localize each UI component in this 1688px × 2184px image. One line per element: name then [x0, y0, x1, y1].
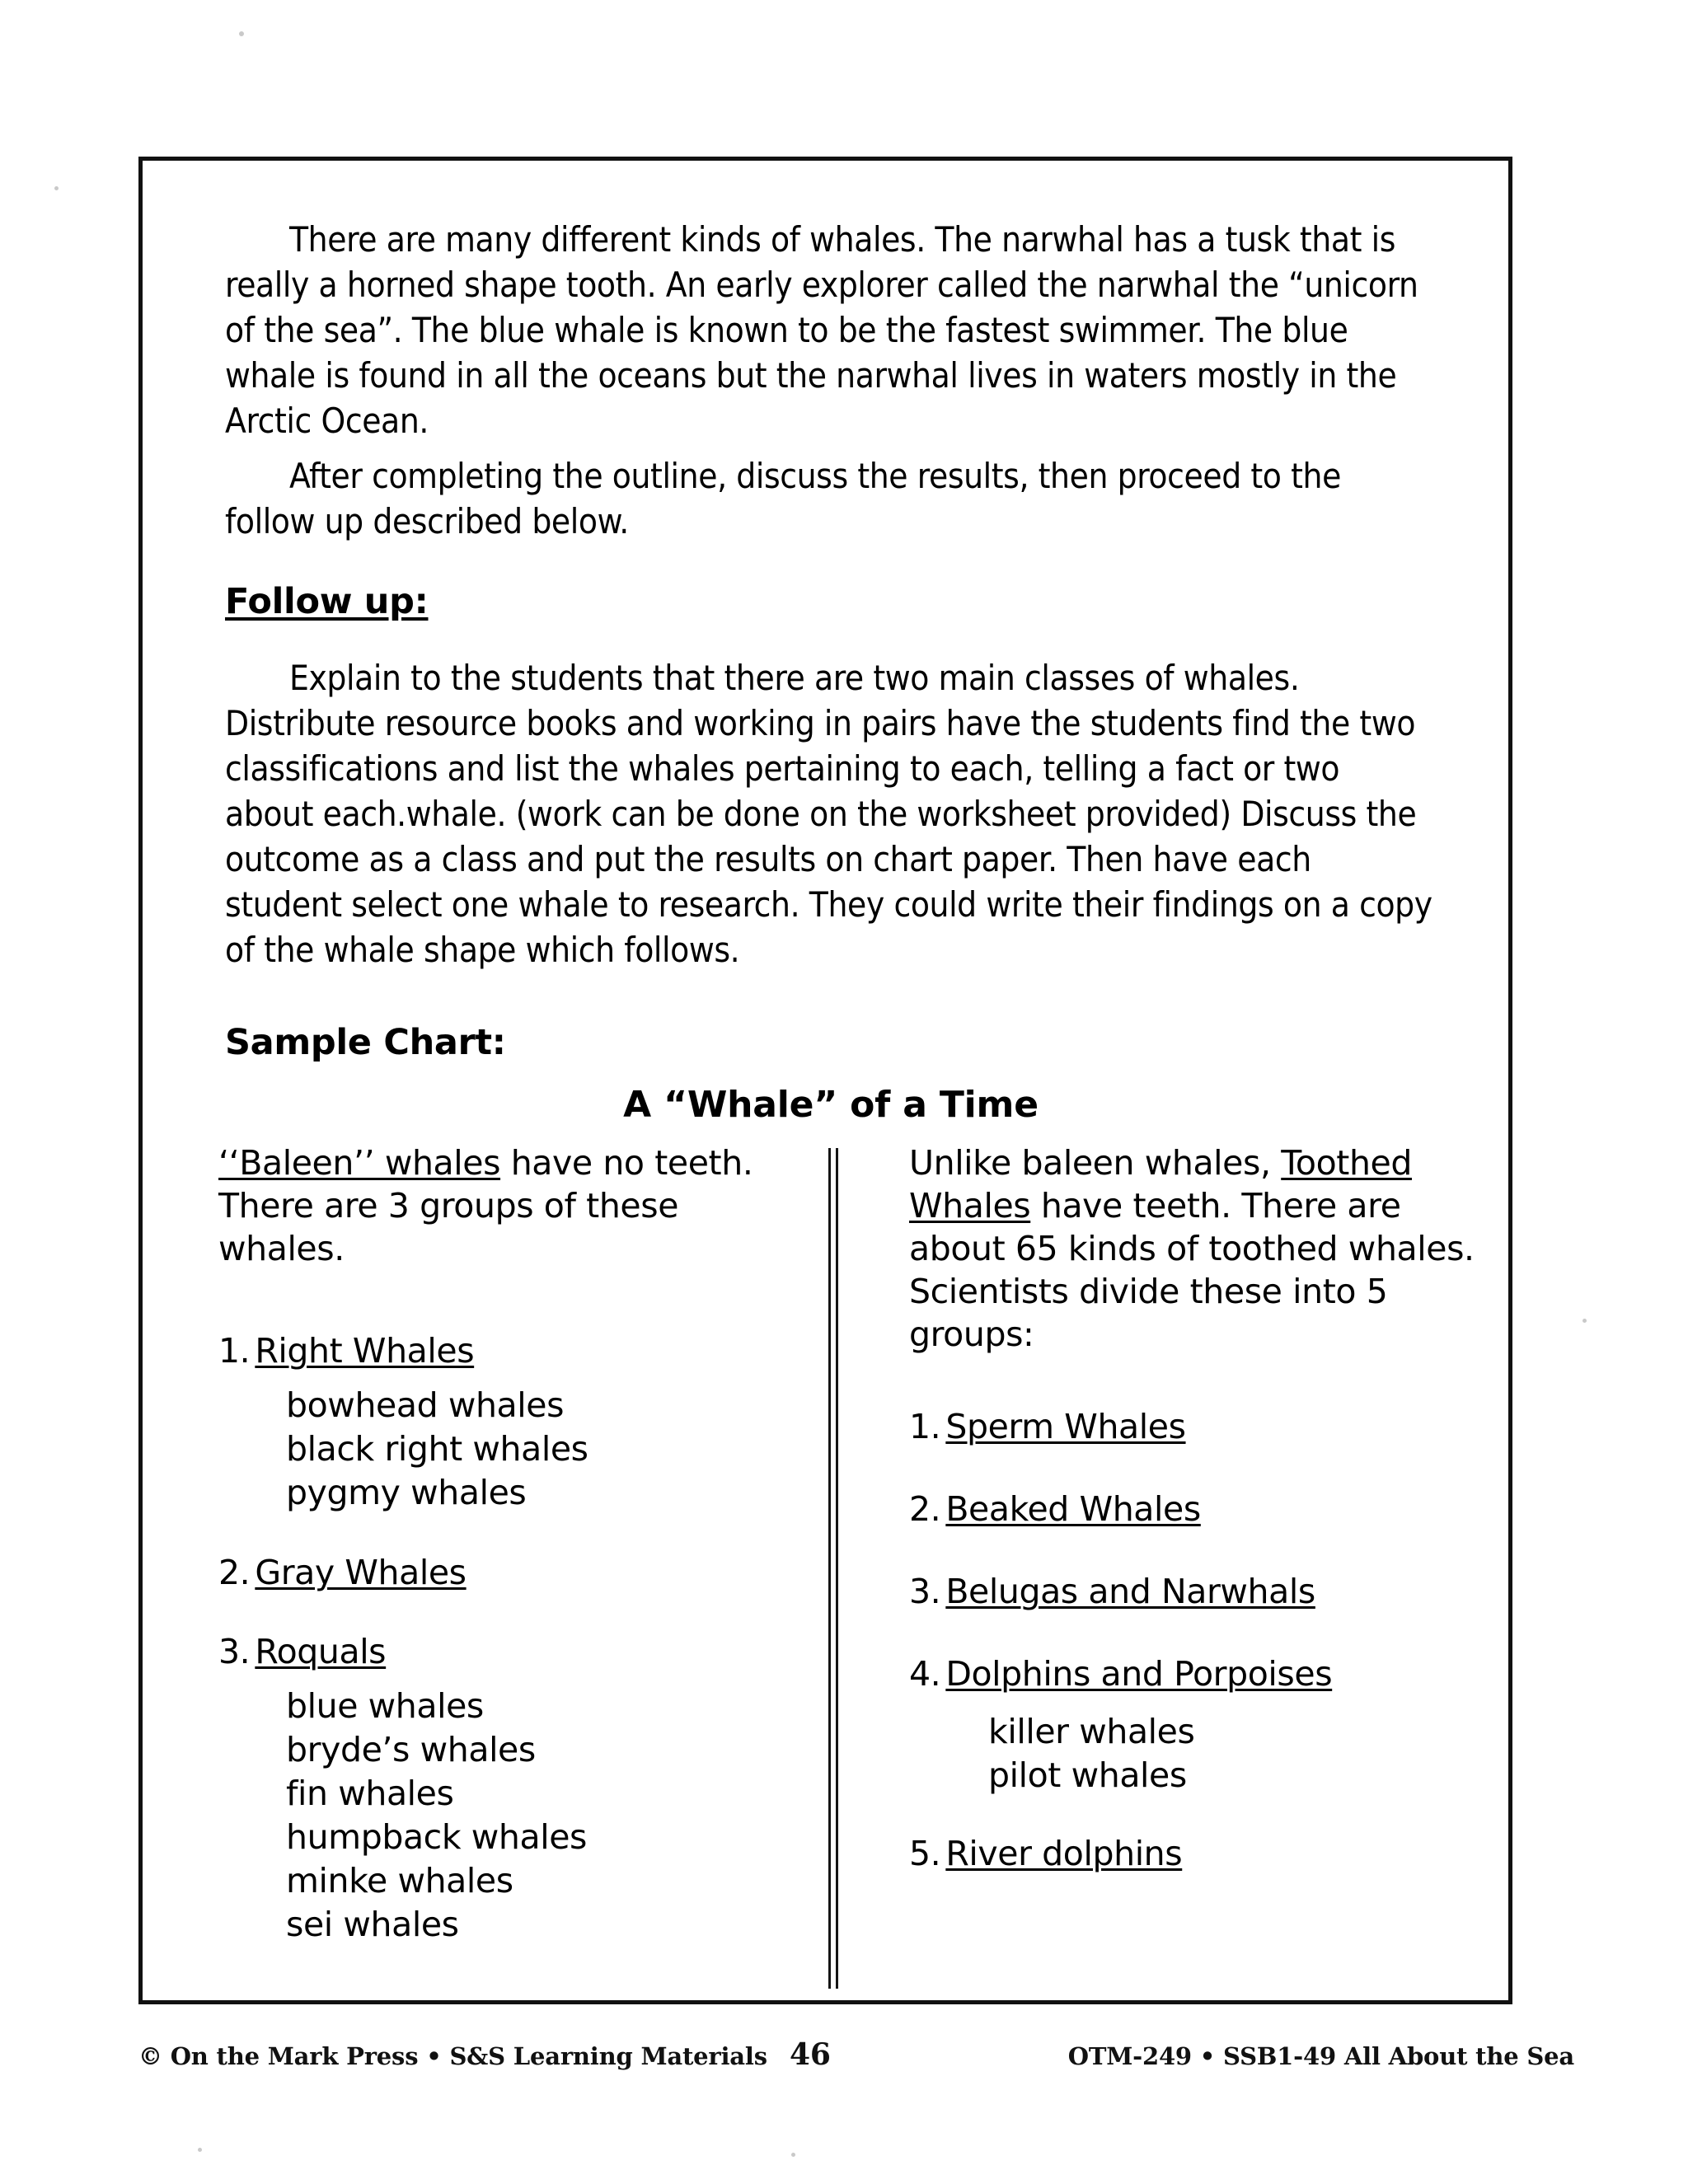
scan-speckle [198, 2148, 202, 2152]
list-item: humpback whales [286, 1817, 588, 1857]
list-item: sei whales [286, 1905, 459, 1944]
sample-chart [143, 1141, 1508, 1999]
column-divider [828, 1148, 838, 1989]
content-frame [138, 157, 1512, 2004]
toothed-group-1-number: 1. [909, 1407, 941, 1446]
toothed-whales-column [909, 1141, 1486, 1875]
toothed-group-5 [909, 1832, 1486, 1875]
toothed-group-3 [909, 1570, 1486, 1613]
baleen-whales-column [218, 1141, 812, 1947]
toothed-group-4-label: Dolphins and Porpoises [945, 1654, 1333, 1694]
follow-up-paragraph: Explain to the students that there are two main classes of whales. Distribute resource books and working in pairs have the students find the two classifications and list the whales pertaining to each, telling a fact or two about each.whale. (work can be done on the worksheet provided) Discuss the outcome as a class and put the results on chart paper. Then have each student select one whale to research. They could write their findings on a copy of the whale shape which follows. [225, 658, 1432, 970]
baleen-column-intro [218, 1141, 812, 1270]
list-item: pilot whales [988, 1755, 1187, 1795]
baleen-group-2-label: Gray Whales [255, 1553, 467, 1592]
baleen-group-1-label: Right Whales [255, 1331, 475, 1371]
toothed-group-4 [909, 1652, 1486, 1695]
scan-speckle [791, 2153, 795, 2157]
toothed-term: Toothed Whales [909, 1143, 1412, 1226]
follow-up-paragraph-block [225, 655, 1437, 972]
list-item: bryde’s whales [286, 1730, 536, 1769]
baleen-group-1-members [286, 1384, 812, 1515]
baleen-group-3 [218, 1630, 812, 1673]
scan-speckle [1582, 1319, 1587, 1323]
list-item: fin whales [286, 1774, 454, 1813]
baleen-group-3-number: 3. [218, 1632, 251, 1671]
list-item: blue whales [286, 1686, 484, 1726]
list-item: killer whales [988, 1712, 1195, 1751]
footer-publisher: © On the Mark Press • S&S Learning Materials [138, 2042, 767, 2070]
outline-paragraph: After completing the outline, discuss the results, then proceed to the follow up described below. [225, 456, 1341, 541]
toothed-intro-lead: Unlike baleen whales, [909, 1143, 1282, 1183]
list-item: minke whales [286, 1861, 513, 1900]
list-item: bowhead whales [286, 1385, 565, 1425]
list-item: pygmy whales [286, 1473, 527, 1512]
intro-paragraph-block [225, 217, 1437, 443]
toothed-group-5-label: River dolphins [945, 1834, 1183, 1873]
toothed-group-5-number: 5. [909, 1834, 941, 1873]
toothed-group-2-number: 2. [909, 1489, 941, 1529]
toothed-group-1-label: Sperm Whales [945, 1407, 1186, 1446]
toothed-group-3-label: Belugas and Narwhals [945, 1572, 1315, 1611]
scan-speckle [239, 31, 244, 36]
footer-product-code: OTM-249 • SSB1-49 All About the Sea [1067, 2042, 1574, 2070]
baleen-intro-rest: have no teeth. There are 3 groups of these whales. [218, 1143, 753, 1268]
toothed-group-4-number: 4. [909, 1654, 941, 1694]
sample-chart-heading: Sample Chart: [225, 1022, 506, 1063]
baleen-group-1 [218, 1329, 812, 1372]
toothed-group-2-label: Beaked Whales [945, 1489, 1201, 1529]
baleen-group-2-number: 2. [218, 1553, 251, 1592]
scan-speckle [54, 186, 59, 190]
baleen-group-1-number: 1. [218, 1331, 251, 1371]
intro-paragraph: There are many different kinds of whales. The narwhal has a tusk that is really a horned shape tooth. An early explorer called the narwhal the “unicorn of the sea”. The blue whale is known to be the fastest swimmer. The blue whale is found in all the oceans but the narwhal lives in waters mostly in the Arctic Ocean. [225, 219, 1418, 441]
follow-up-heading: Follow up: [225, 581, 429, 622]
baleen-group-3-members [286, 1685, 812, 1947]
baleen-term: ‘‘Baleen’’ whales [218, 1143, 501, 1183]
chart-title: A “Whale” of a Time [623, 1084, 1039, 1126]
baleen-group-3-label: Roquals [255, 1632, 387, 1671]
toothed-group-1 [909, 1405, 1486, 1448]
toothed-group-4-members [988, 1710, 1486, 1797]
page-footer [138, 2037, 1589, 2075]
baleen-group-2 [218, 1551, 812, 1594]
toothed-column-intro [909, 1141, 1486, 1356]
outline-paragraph-block [225, 453, 1437, 544]
toothed-intro-rest: have teeth. There are about 65 kinds of toothed whales. Scientists divide these into 5 groups: [909, 1186, 1475, 1354]
list-item: black right whales [286, 1429, 588, 1469]
footer-page-number: 46 [790, 2037, 831, 2072]
toothed-group-2 [909, 1488, 1486, 1530]
toothed-group-3-number: 3. [909, 1572, 941, 1611]
